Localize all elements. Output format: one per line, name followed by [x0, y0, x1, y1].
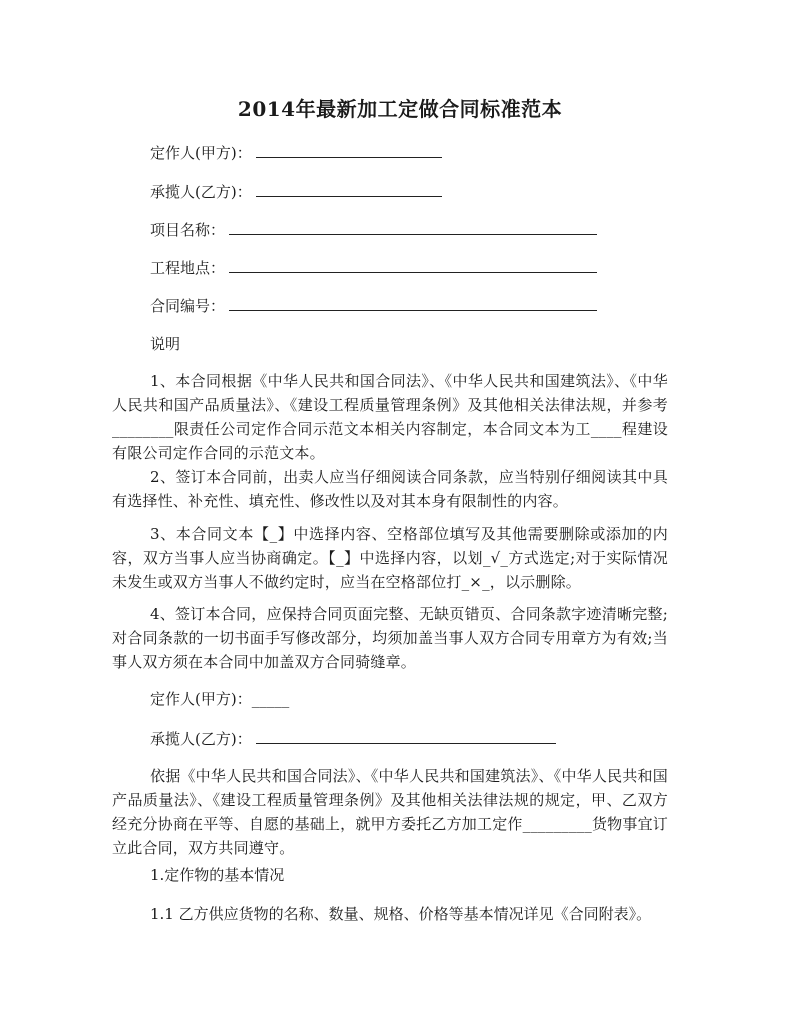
- contract-no-label: 合同编号：: [150, 297, 226, 315]
- signature-party-a-blank: _____: [251, 690, 290, 708]
- section-1-heading: 1.定作物的基本情况: [150, 866, 285, 884]
- signature-party-b: [150, 727, 556, 749]
- party-a-field: [150, 141, 442, 163]
- project-location-blank: [229, 256, 597, 273]
- party-b-blank: [256, 180, 442, 197]
- signature-party-a: [150, 688, 289, 710]
- section-1-1: 1.1 乙方供应货物的名称、数量、规格、价格等基本情况详见《合同附表》。: [150, 905, 652, 923]
- instruction-2: 2、签订本合同前，出卖人应当仔细阅读合同条款，应当特别仔细阅读其中具有选择性、补充性、填充性、修改性以及对其本身有限制性的内容。: [112, 468, 668, 510]
- instruction-1: 1、本合同根据《中华人民共和国合同法》、《中华人民共和国建筑法》、《中华人民共和国产品质量法》、《建设工程质量管理条例》及其他相关法律法规，并参考________限责任公司定作合同示范文本相关内容制定，本合同文本为工____程建设有限公司定作合同的示范文本。: [112, 372, 668, 462]
- contract-no-field: [150, 294, 597, 316]
- instruction-3: 3、本合同文本【_】中选择内容、空格部位填写及其他需要删除或添加的内容，双方当事人应当协商确定。【_】中选择内容，以划_√_方式选定;对于实际情况未发生或双方当事人不做约定时，应当在空格部位打_×_，以示删除。: [112, 525, 668, 591]
- signature-party-a-label: 定作人(甲方)：: [150, 690, 252, 708]
- preamble-paragraph: 依据《中华人民共和国合同法》、《中华人民共和国建筑法》、《中华人民共和国产品质量法》、《建设工程质量管理条例》及其他相关法律法规的规定，甲、乙双方经充分协商在平等、自愿的基础上，就甲方委托乙方加工定作_________货物事宜订立此合同，双方共同遵守。: [112, 767, 668, 857]
- project-name-field: [150, 218, 597, 240]
- signature-party-b-blank: [256, 727, 556, 744]
- project-location-field: [150, 256, 597, 278]
- party-b-label: 承揽人(乙方)：: [150, 183, 252, 201]
- project-location-label: 工程地点：: [150, 259, 226, 277]
- instructions-heading: 说明: [150, 335, 181, 353]
- party-a-label: 定作人(甲方)：: [150, 144, 252, 162]
- project-name-blank: [229, 218, 597, 235]
- signature-party-b-label: 承揽人(乙方)：: [150, 730, 252, 748]
- party-a-blank: [256, 141, 442, 158]
- project-name-label: 项目名称：: [150, 221, 226, 239]
- party-b-field: [150, 180, 442, 202]
- document-title: 2014年最新加工定做合同标准范本: [237, 97, 563, 121]
- instruction-4: 4、签订本合同，应保持合同页面完整、无缺页错页、合同条款字迹清晰完整;对合同条款的一切书面手写修改部分，均须加盖当事人双方合同专用章方为有效;当事人双方须在本合同中加盖双方合同骑缝章。: [112, 605, 668, 671]
- contract-no-blank: [229, 294, 597, 311]
